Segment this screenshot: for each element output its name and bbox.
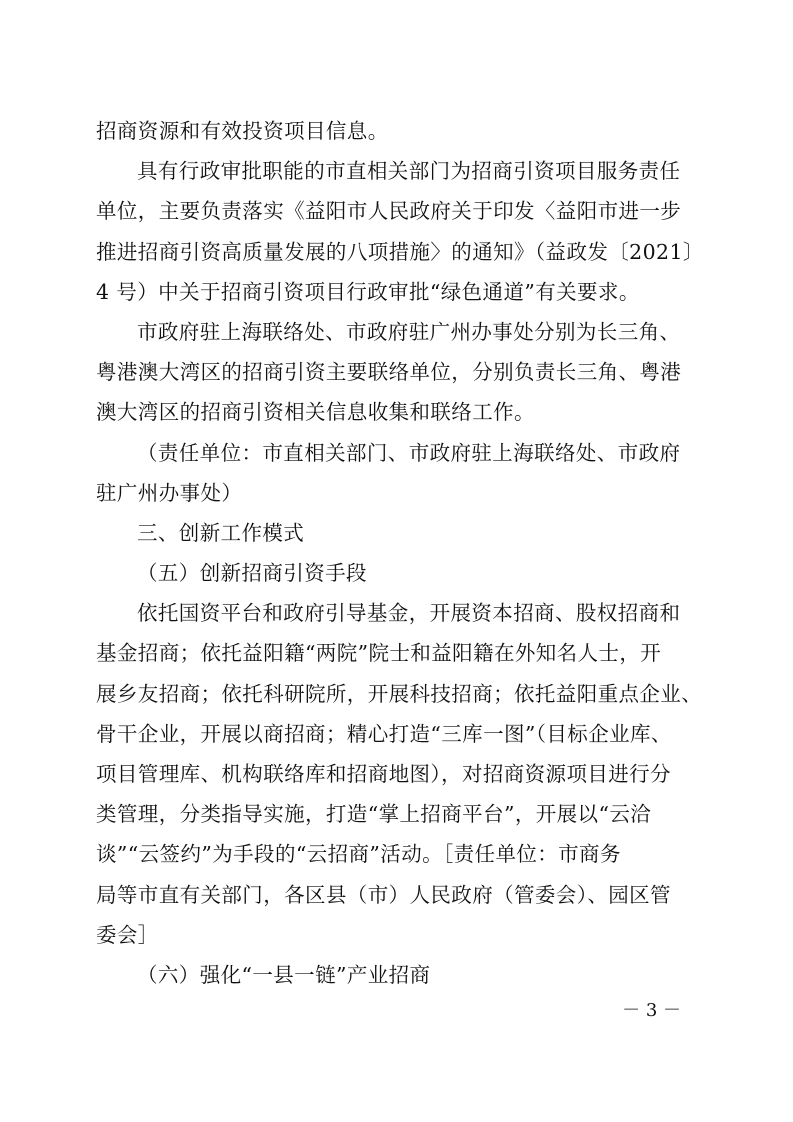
text-line-20: 局等市直有关部门，各区县（市）人民政府（管委会）、园区管 [96, 883, 671, 907]
section-heading: 三、创新工作模式 [137, 521, 305, 545]
text-line-1: 招商资源和有效投资项目信息。 [96, 119, 389, 143]
text-line-14: 基金招商；依托益阳籍“两院”院士和益阳籍在外知名人士，开 [96, 641, 662, 665]
text-line-19: 谈”“云签约”为手段的“云招商”活动。［责任单位：市商务 [96, 842, 621, 866]
text-line-9: （责任单位：市直相关部门、市政府驻上海联络处、市政府 [137, 441, 681, 465]
text-line-10: 驻广州办事处） [96, 481, 243, 505]
text-line-5: 4 号）中关于招商引资项目行政审批“绿色通道”有关要求。 [96, 280, 640, 304]
text-line-8: 澳大湾区的招商引资相关信息收集和联络工作。 [96, 400, 535, 424]
subsection-heading-6: （六）强化“一县一链”产业招商 [137, 963, 431, 987]
text-line-3: 单位，主要负责落实《益阳市人民政府关于印发〈益阳市进一步 [96, 199, 682, 223]
text-line-15: 展乡友招商；依托科研院所，开展科技招商；依托益阳重点企业、 [96, 682, 703, 706]
text-line-13: 依托国资平台和政府引导基金，开展资本招商、股权招商和 [137, 601, 681, 625]
text-line-6: 市政府驻上海联络处、市政府驻广州办事处分别为长三角、 [137, 320, 681, 344]
page-number: － 3 － [622, 1000, 681, 1021]
subsection-heading-5: （五）创新招商引资手段 [137, 561, 367, 585]
text-line-21: 委会］ [96, 923, 159, 947]
text-line-2: 具有行政审批职能的市直相关部门为招商引资项目服务责任 [137, 159, 681, 183]
text-line-17: 项目管理库、机构联络库和招商地图），对招商资源项目进行分 [96, 762, 671, 786]
text-line-16: 骨干企业，开展以商招商；精心打造“三库一图”（目标企业库、 [96, 722, 672, 746]
text-line-18: 类管理，分类指导实施，打造“掌上招商平台”，开展以“云洽 [96, 802, 652, 826]
text-line-7: 粤港澳大湾区的招商引资主要联络单位，分别负责长三角、粤港 [96, 360, 682, 384]
text-line-4: 推进招商引资高质量发展的八项措施〉的通知》（益政发〔2021〕 [96, 240, 704, 264]
